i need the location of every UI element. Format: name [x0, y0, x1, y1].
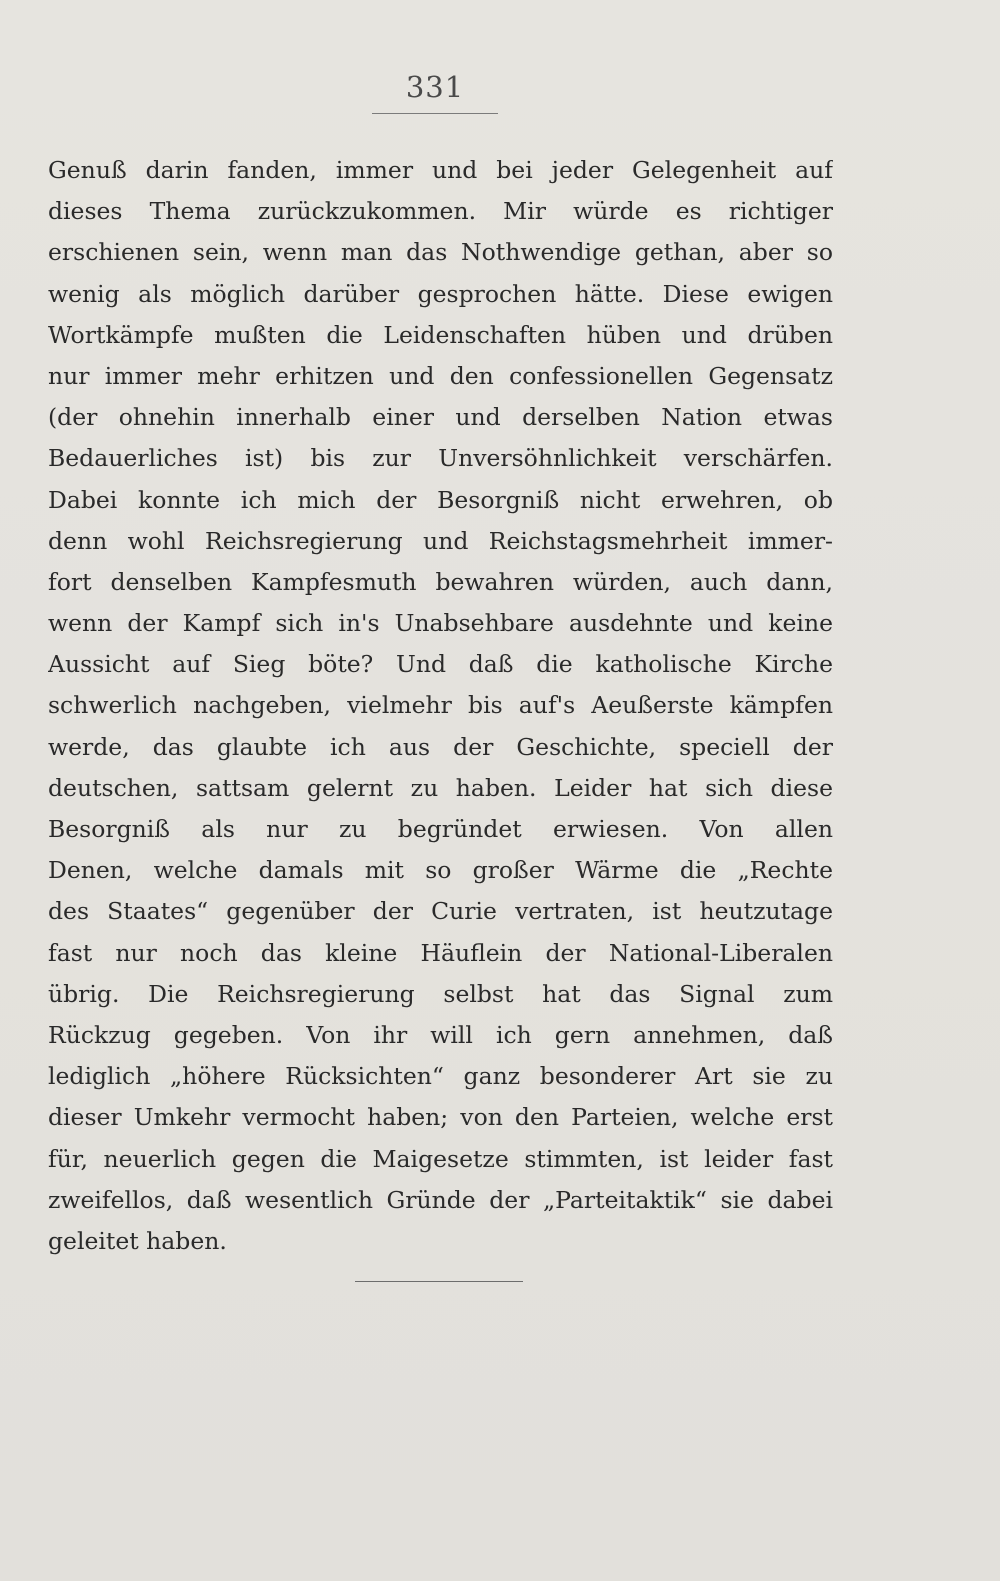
text-line: lediglich „höhere Rücksichten“ ganz besonderer Art sie zu [48, 1062, 833, 1091]
text-line: geleitet haben. [48, 1226, 227, 1255]
text-line: fort denselben Kampfesmuth bewahren würden, auch dann, [48, 567, 833, 596]
text-line: Rückzug gegeben. Von ihr will ich gern annehmen, daß [48, 1020, 833, 1049]
header-rule [372, 113, 498, 114]
text-line: Bedauerliches ist) bis zur Unversöhnlichkeit verschärfen. [48, 444, 833, 473]
text-line: wenn der Kampf sich in's Unabsehbare ausdehnte und keine [48, 609, 833, 638]
text-line: schwerlich nachgeben, vielmehr bis auf's Aeußerste kämpfen [48, 691, 833, 720]
text-line: wenig als möglich darüber gesprochen hätte. Diese ewigen [48, 279, 833, 308]
text-line: (der ohnehin innerhalb einer und derselben Nation etwas [48, 403, 833, 432]
text-line: erschienen sein, wenn man das Nothwendige gethan, aber so [48, 238, 833, 267]
text-line: für, neuerlich gegen die Maigesetze stimmten, ist leider fast [48, 1144, 833, 1173]
text-line: dieses Thema zurückzukommen. Mir würde es richtiger [48, 197, 833, 226]
section-end-rule [355, 1281, 523, 1282]
text-line: Denen, welche damals mit so großer Wärme die „Rechte [48, 856, 833, 885]
text-line: zweifellos, daß wesentlich Gründe der „Parteitaktik“ sie dabei [48, 1185, 833, 1214]
text-line: denn wohl Reichsregierung und Reichstagsmehrheit immer- [48, 526, 833, 555]
text-line: Genuß darin fanden, immer und bei jeder Gelegenheit auf [48, 156, 833, 184]
text-line: deutschen, sattsam gelernt zu haben. Leider hat sich diese [48, 773, 833, 802]
text-line: nur immer mehr erhitzen und den confessionellen Gegensatz [48, 361, 833, 390]
text-line: übrig. Die Reichsregierung selbst hat das Signal zum [48, 979, 833, 1008]
text-line: werde, das glaubte ich aus der Geschichte, speciell der [48, 732, 833, 761]
text-line: Aussicht auf Sieg böte? Und daß die katholische Kirche [48, 650, 833, 679]
text-line: dieser Umkehr vermocht haben; von den Parteien, welche erst [48, 1103, 833, 1132]
text-line: fast nur noch das kleine Häuflein der National-Liberalen [48, 938, 833, 967]
text-line: Dabei konnte ich mich der Besorgniß nicht erwehren, ob [48, 485, 833, 514]
body-text [48, 150, 833, 1262]
text-line: Wortkämpfe mußten die Leidenschaften hüben und drüben [48, 320, 833, 349]
text-line: Besorgniß als nur zu begründet erwiesen. Von allen [48, 815, 833, 843]
page-number: 331 [405, 70, 465, 104]
text-line: des Staates“ gegenüber der Curie vertraten, ist heutzutage [48, 897, 833, 926]
